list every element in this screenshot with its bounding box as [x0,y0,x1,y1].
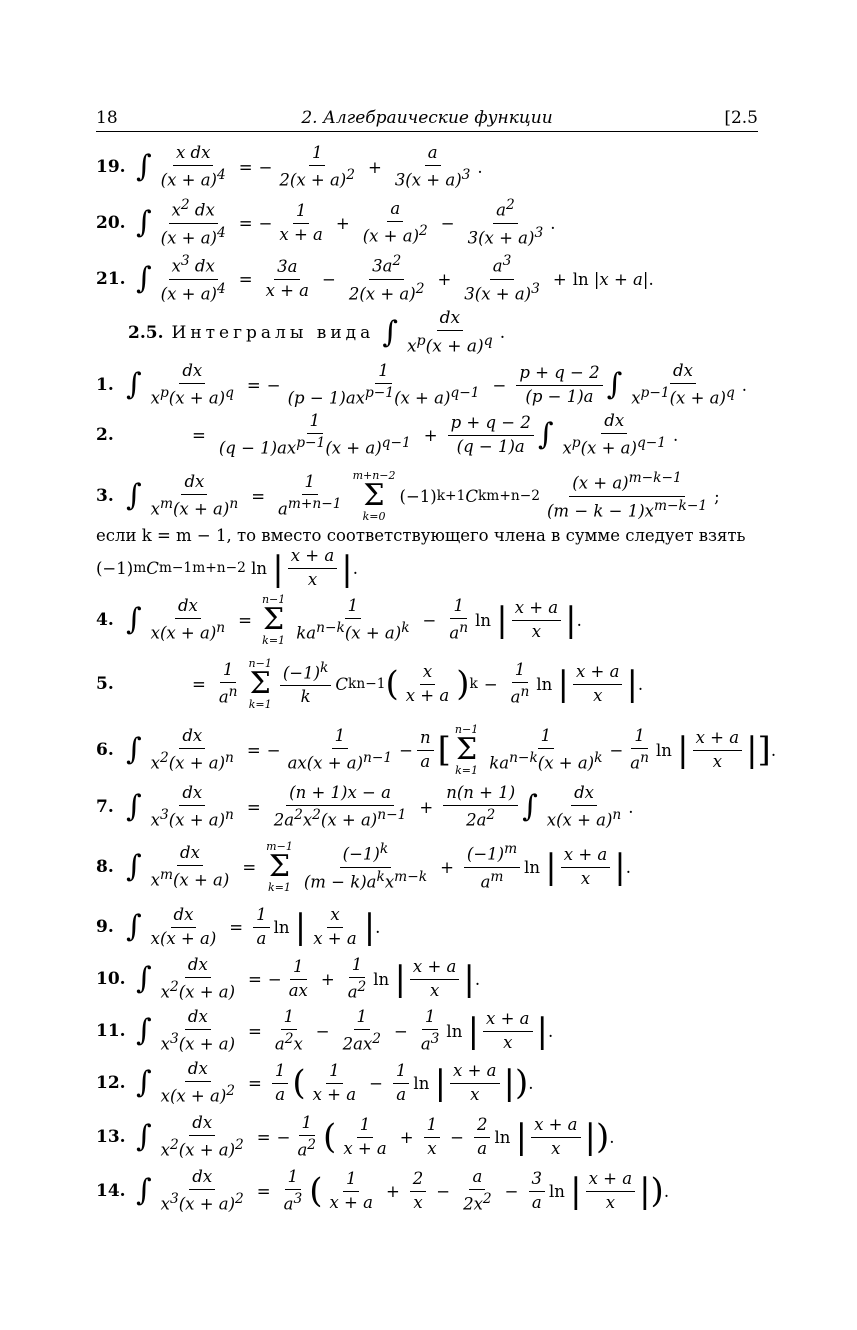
formula-21: 21. ∫ $\frac{x^3 dx}{(x + a)^4}$ = $\frac{3a}{x + a}$ − $\frac{3a^2}{2(x + a)^2}$ + $\frac{a^3}{3(x + a)^3}$ + ln | x + a |. [96,253,654,303]
formula-14: 14. ∫ $\frac{dx}{x^3(x + a)^2}$ = $\frac{1}{a^3}$ ( $\frac{1}{x + a}$ + $\frac{2}{x}$ − $\frac{a}{2x^2}$ − $\frac{3}{a}$ ln | $\frac{x + a}{x}$ |) . [96,1166,670,1214]
page-number: 18 [96,108,118,128]
formula-number: 9. [96,917,114,937]
note-line-2: (−1) m C m−1 m+n−2 ln | $\frac{x + a}{x}$ | . [96,546,358,590]
section-ref: [2.5 [724,108,758,128]
formula-number: 20. [96,213,126,233]
formula-number: 21. [96,269,126,289]
formula-10: 10. ∫ $\frac{dx}{x^2(x + a)}$ = − $\frac{1}{ax}$ + $\frac{1}{a^2}$ ln | $\frac{x + a}{x}$ | . [96,954,481,1002]
formula-number: 8. [96,857,114,877]
formula-number: 14. [96,1181,126,1201]
formula-9: 9. ∫ $\frac{dx}{x(x + a)}$ = $\frac{1}{a}$ ln | $\frac{x}{x + a}$ | . [96,904,381,948]
note-line-1: если k = m − 1, то вместо соответствующего члена в сумме следует взять [96,526,746,545]
formula-8: 8. ∫ $\frac{dx}{x^m(x + a)}$ = m−1 Σ k=1 $\frac{(-1)^k}{(m - k)a^kx^{m-k}}$ + $\frac{(-1)^m}{a^m}$ ln | $\frac{x + a}{x}$ | . [96,839,631,895]
formula-expr: ∫ $\frac{\text{x dx}}{(x + a)^4}$ = − $\frac{1}{2(x + a)^2}$ + $\frac{a}{3(x + a)^3}$ . [136,142,483,190]
formula-12: 12. ∫ $\frac{dx}{x(x + a)^2}$ = $\frac{1}{a}$ ( $\frac{1}{x + a}$ − $\frac{1}{a}$ ln | $\frac{x + a}{x}$ |) . [96,1058,534,1106]
section-title: Интегралы вида [171,323,375,343]
formula-number: 4. [96,610,114,630]
chapter-title: 2. Алгебраические функции [301,108,553,128]
formula-number: 19. [96,157,126,177]
formula-11: 11. ∫ $\frac{dx}{x^3(x + a)}$ = $\frac{1}{a^2x}$ − $\frac{1}{2ax^2}$ − $\frac{1}{a^3}$ ln | $\frac{x + a}{x}$ | . [96,1006,554,1054]
formula-13: 13. ∫ $\frac{dx}{x^2(x + a)^2}$ = − $\frac{1}{a^2}$ ( $\frac{1}{x + a}$ + $\frac{1}{x}$ − $\frac{2}{a}$ ln | $\frac{x + a}{x}$ |) . [96,1112,615,1160]
formula-4: 4. ∫ $\frac{dx}{x(x + a)^n}$ = n−1 Σ k=1 $\frac{1}{ka^{n-k}(x + a)^k}$ − $\frac{1}{a^n}$ ln | $\frac{x + a}{x}$ | . [96,592,582,648]
formula-number: 5. [96,674,114,694]
formula-number: 12. [96,1073,126,1093]
formula-6: 6. ∫ $\frac{dx}{x^2(x + a)^n}$ = − $\frac{1}{ax(x + a)^{n-1}}$ − $\frac{n}{a}$ [ n−1 Σ k=1 $\frac{1}{ka^{n-k}(x + a)^k}$ − $\frac{1}{a^n}$ ln | $\frac{x + a}{x}$ |] . [96,722,777,778]
formula-number: 13. [96,1127,126,1147]
formula-number: 7. [96,797,114,817]
note-text [96,524,758,590]
section-heading: 2.5. Интегралы вида ∫ $\frac{dx}{x^p(x + a)^q}$ . [128,307,506,357]
running-header [96,104,758,132]
formula-2: 2. = $\frac{1}{(q - 1)ax^{p-1}(x + a)^{q-1}}$ + $\frac{p + q - 2}{(q - 1)a}$ ∫ $\frac{dx}{x^p(x + a)^{q-1}}$ . [96,410,679,458]
formula-number: 6. [96,740,114,760]
section-number: 2.5. [128,323,164,343]
formula-3: 3. ∫ $\frac{dx}{x^m(x + a)^n}$ = $\frac{1}{a^{m+n-1}}$ m+n−2 Σ k=0 (−1) k+1 C k m+n−2 $\frac{(x + a)^{m-k-1}}{(m - k - 1)x^{m-k-1}}$ ; [96,468,720,524]
formula-20: 20. ∫ $\frac{x^2 dx}{(x + a)^4}$ = − $\frac{1}{x + a}$ + $\frac{a}{(x + a)^2}$ − $\frac{a^2}{3(x + a)^3}$ . [96,197,556,247]
formula-7: 7. ∫ $\frac{dx}{x^3(x + a)^n}$ = $\frac{(n + 1)x - a}{2a^2x^2(x + a)^{n-1}}$ + $\frac{n(n + 1)}{2a^2}$ ∫ $\frac{dx}{x(x + a)^n}$ . [96,782,634,830]
formula-5: 5. = $\frac{1}{a^n}$ n−1 Σ k=1 $\frac{(-1)^k}{k}$ C k n−1 ( $\frac{x}{x + a}$ ) k − $\frac{1}{a^n}$ ln | $\frac{x + a}{x}$ | . [96,656,644,712]
formula-1: 1. ∫ $\frac{dx}{x^p(x + a)^q}$ = − $\frac{1}{(p - 1)ax^{p-1}(x + a)^{q-1}}$ − $\frac{p + q - 2}{(p - 1)a}$ ∫ $\frac{dx}{x^{p-1}(x + a)^q}$ . [96,360,748,408]
page [96,104,777,1214]
formula-number: 10. [96,969,126,989]
formula-number: 1. [96,375,114,395]
formula-number: 11. [96,1021,126,1041]
formula-number: 3. [96,486,114,506]
formula-number: 2. [96,425,114,445]
formula-19 [96,144,758,190]
